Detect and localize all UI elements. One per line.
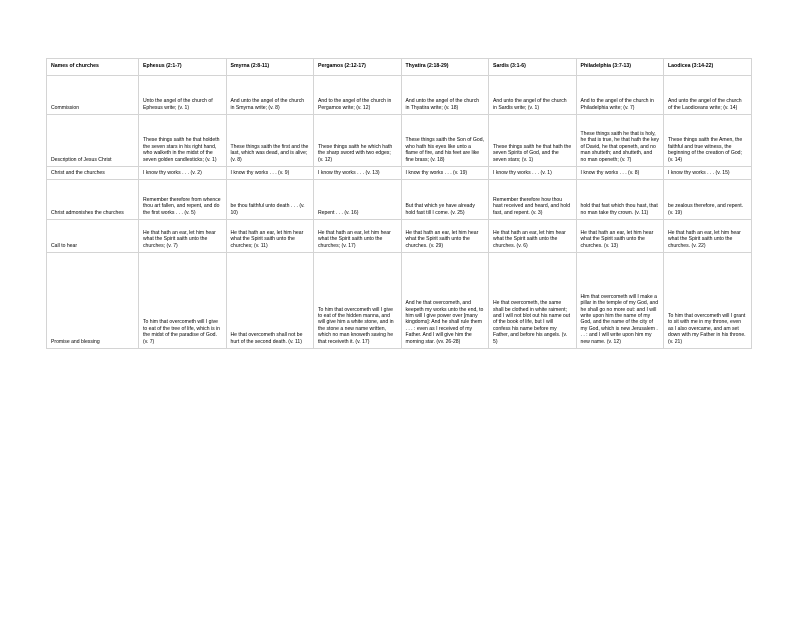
cell-callhear-sardis: He that hath an ear, let him hear what the Spirit saith unto the churches. (v. 6) — [489, 220, 577, 253]
cell-works-ephesus: I know thy works . . . (v. 2) — [139, 167, 227, 180]
cell-commission-ephesus: Unto the angel of the church of Ephesus write; (v. 1) — [139, 76, 227, 115]
cell-promise-ephesus: To him that overcometh will I give to eat of the tree of life, which is in the midst of the paradise of God. (v. 7) — [139, 253, 227, 349]
cell-works-thyatira: I know thy works . . . (v. 19) — [401, 167, 489, 180]
table-row-promise-and-blessing — [47, 253, 752, 349]
cell-admonish-smyrna: be thou faithful unto death . . . (v. 10) — [226, 180, 314, 220]
row-label-call-to-hear: Call to hear — [47, 220, 139, 253]
table-row-christ-admonishes-the-churches — [47, 180, 752, 220]
cell-works-sardis: I know thy works . . . (v. 1) — [489, 167, 577, 180]
cell-commission-pergamos: And to the angel of the church in Pergamos write; (v. 12) — [314, 76, 402, 115]
cell-works-pergamos: I know thy works . . . (v. 13) — [314, 167, 402, 180]
column-header-smyrna: Smyrna (2:8-11) — [226, 59, 314, 76]
cell-commission-smyrna: And unto the angel of the church in Smyrna write; (v. 8) — [226, 76, 314, 115]
row-label-description-of-jesus-christ: Description of Jesus Christ — [47, 115, 139, 167]
cell-promise-smyrna: He that overcometh shall not be hurt of the second death. (v. 11) — [226, 253, 314, 349]
cell-promise-philadelphia: Him that overcometh will I make a pillar in the temple of my God, and he shall go no more out: and I will write upon him the name of my God, and the name of the city of my God, which is new Jerusalem . . . : and I will write upon him my new name. (v. 12) — [576, 253, 664, 349]
cell-callhear-thyatira: He that hath an ear, let him hear what the Spirit saith unto the churches. (v. 29) — [401, 220, 489, 253]
cell-commission-sardis: And unto the angel of the church in Sardis write; (v. 1) — [489, 76, 577, 115]
cell-admonish-pergamos: Repent . . . (v. 16) — [314, 180, 402, 220]
cell-callhear-pergamos: He that hath an ear, let him hear what the Spirit saith unto the churches; (v. 17) — [314, 220, 402, 253]
cell-description-sardis: These things saith he that hath the seven Spirits of God, and the seven stars; (v. 1) — [489, 115, 577, 167]
seven-churches-table — [46, 58, 752, 349]
column-header-sardis: Sardis (3:1-6) — [489, 59, 577, 76]
cell-commission-philadelphia: And to the angel of the church in Philadelphia write; (v. 7) — [576, 76, 664, 115]
cell-callhear-ephesus: He that hath an ear, let him hear what the Spirit saith unto the churches; (v. 7) — [139, 220, 227, 253]
column-header-ephesus: Ephesus (2:1-7) — [139, 59, 227, 76]
cell-description-pergamos: These things saith he which hath the sharp sword with two edges; (v. 12) — [314, 115, 402, 167]
cell-works-philadelphia: I know thy works . . . (v. 8) — [576, 167, 664, 180]
cell-description-thyatira: These things saith the Son of God, who hath his eyes like unto a flame of fire, and his feet are like fine brass; (v. 18) — [401, 115, 489, 167]
column-header-names-of-churches: Names of churches — [47, 59, 139, 76]
cell-admonish-sardis: Remember therefore how thou hast received and heard, and hold fast, and repent. (v. 3) — [489, 180, 577, 220]
row-label-promise-and-blessing: Promise and blessing — [47, 253, 139, 349]
table-header — [47, 59, 752, 76]
cell-commission-laodicea: And unto the angel of the church of the Laodiceans write; (v. 14) — [664, 76, 752, 115]
row-label-christ-admonishes-the-churches: Christ admonishes the churches — [47, 180, 139, 220]
cell-promise-sardis: He that overcometh, the same shall be clothed in white raiment; and I will not blot out his name out of the book of life, but I will confess his name before my Father, and before his angels. (v. 5) — [489, 253, 577, 349]
cell-promise-thyatira: And he that overcometh, and keepeth my works unto the end, to him will I give power over [many kingdoms]: And he shall rule them . . . : even as I received of my Father. And I will give him the morning star. (vv. 26-28) — [401, 253, 489, 349]
cell-description-smyrna: These things saith the first and the last, which was dead, and is alive; (v. 8) — [226, 115, 314, 167]
table-row-call-to-hear — [47, 220, 752, 253]
cell-callhear-smyrna: He that hath an ear, let him hear what the Spirit saith unto the churches; (v. 11) — [226, 220, 314, 253]
table-body — [47, 76, 752, 349]
cell-description-philadelphia: These things saith he that is holy, he that is true, he that hath the key of David, he that openeth, and no man shutteth; and shutteth, and no man openeth; (v. 7) — [576, 115, 664, 167]
table-header-row — [47, 59, 752, 76]
cell-works-smyrna: I know thy works . . . (v. 9) — [226, 167, 314, 180]
table-row-description-of-jesus-christ — [47, 115, 752, 167]
cell-promise-laodicea: To him that overcometh will I grant to sit with me in my throne, even as I also overcame, and am set down with my Father in his throne. (v. 21) — [664, 253, 752, 349]
cell-description-ephesus: These things saith he that holdeth the seven stars in his right hand, who walketh in the midst of the seven golden candlesticks; (v. 1) — [139, 115, 227, 167]
row-label-commission: Commission — [47, 76, 139, 115]
cell-admonish-thyatira: But that which ye have already hold fast till I come. (v. 25) — [401, 180, 489, 220]
cell-works-laodicea: I know thy works . . . (v. 15) — [664, 167, 752, 180]
column-header-laodicea: Laodicea (3:14-22) — [664, 59, 752, 76]
column-header-thyatira: Thyatira (2:18-29) — [401, 59, 489, 76]
table-row-christ-and-the-churches — [47, 167, 752, 180]
cell-commission-thyatira: And unto the angel of the church in Thyatira write; (v. 18) — [401, 76, 489, 115]
cell-callhear-laodicea: He that hath an ear, let him hear what the Spirit saith unto the churches. (v. 22) — [664, 220, 752, 253]
cell-admonish-ephesus: Remember therefore from whence thou art fallen, and repent, and do the first works . . . (v. 5) — [139, 180, 227, 220]
seven-churches-table-container — [46, 58, 751, 349]
cell-description-laodicea: These things saith the Amen, the faithful and true witness, the beginning of the creation of God; (v. 14) — [664, 115, 752, 167]
column-header-pergamos: Pergamos (2:12-17) — [314, 59, 402, 76]
cell-promise-pergamos: To him that overcometh will I give to eat of the hidden manna, and will give him a white stone, and in the stone a new name written, which no man knoweth saving he that receiveth it. (v. 17) — [314, 253, 402, 349]
cell-callhear-philadelphia: He that hath an ear, let him hear what the Spirit saith unto the churches. (v. 13) — [576, 220, 664, 253]
table-row-commission — [47, 76, 752, 115]
column-header-philadelphia: Philadelphia (3:7-13) — [576, 59, 664, 76]
row-label-christ-and-the-churches: Christ and the churches — [47, 167, 139, 180]
cell-admonish-philadelphia: hold that fast which thou hast, that no man take thy crown. (v. 11) — [576, 180, 664, 220]
cell-admonish-laodicea: be zealous therefore, and repent. (v. 19) — [664, 180, 752, 220]
